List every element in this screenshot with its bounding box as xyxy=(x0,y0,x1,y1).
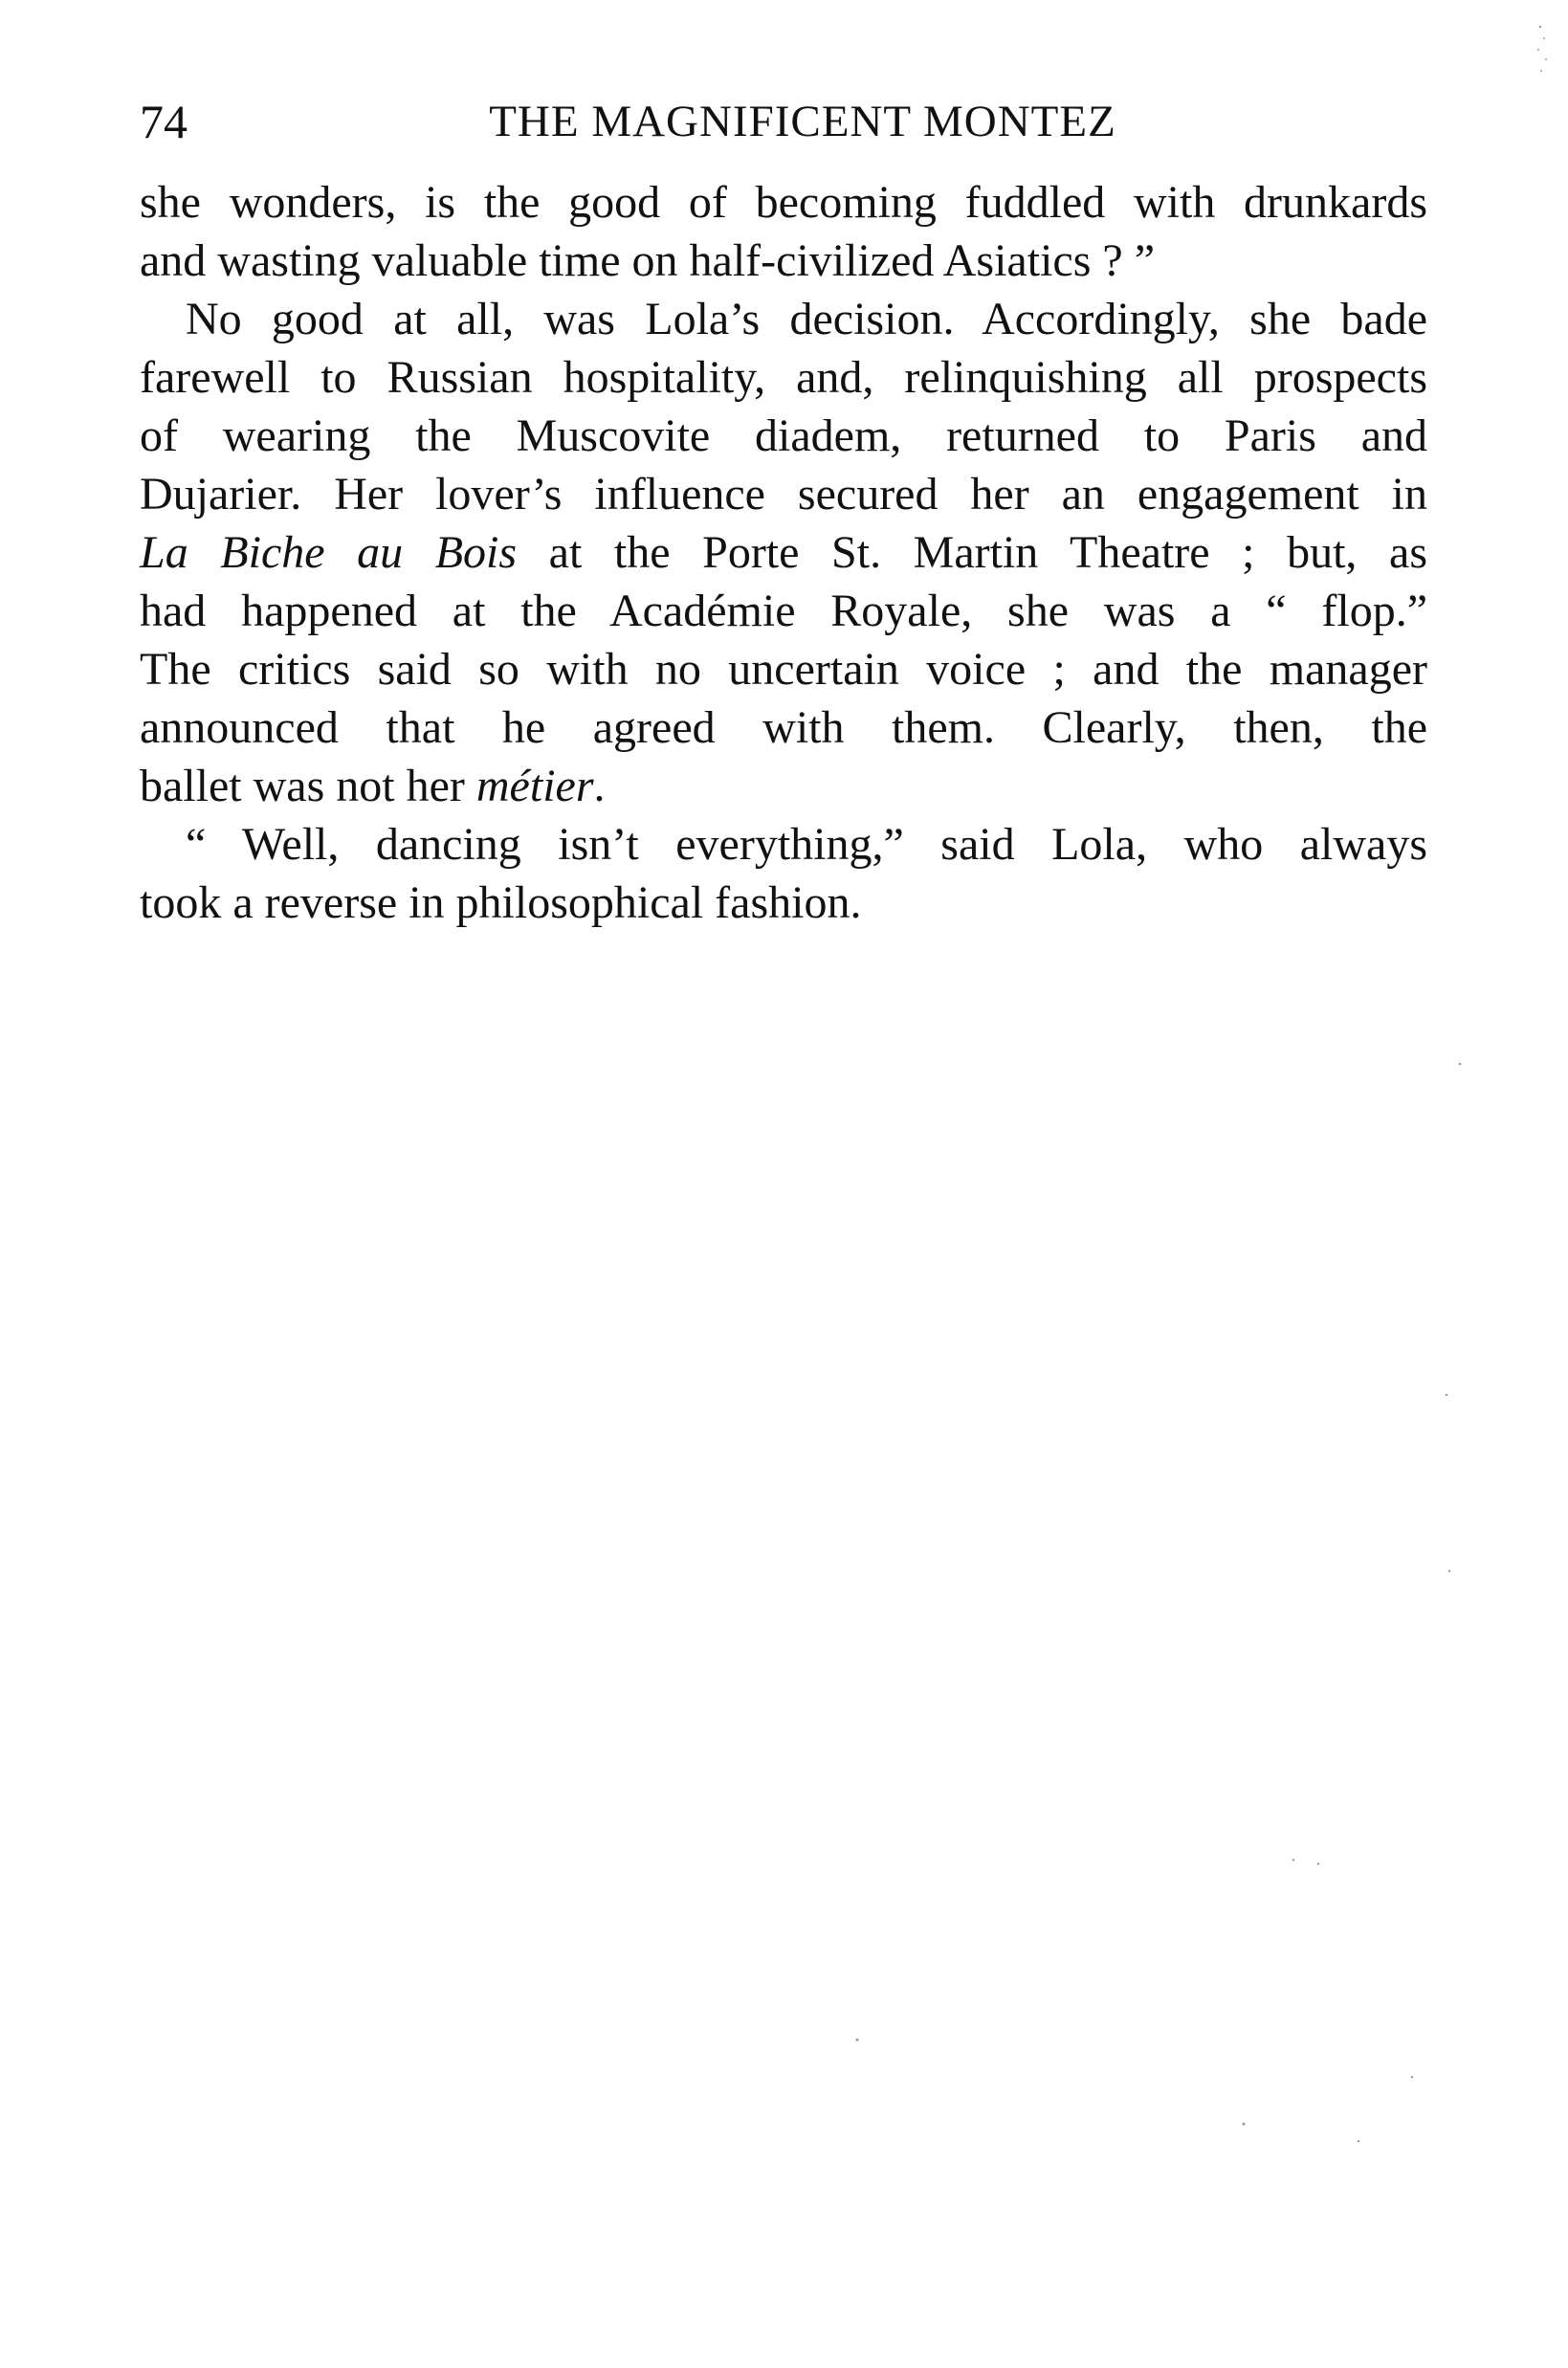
running-title: THE MAGNIFICENT MONTEZ xyxy=(489,97,1116,146)
text-line xyxy=(140,523,1427,582)
text-line: and wasting valuable time on half-civilized Asiatics ? ” xyxy=(140,235,1155,286)
body-text xyxy=(140,173,1427,932)
text-line: Dujarier. Her lover’s influence secured her an engagement in xyxy=(140,469,1427,520)
italic-word: métier xyxy=(475,761,594,811)
page-number: 74 xyxy=(140,95,188,148)
text-line: farewell to Russian hospitality, and, relinquishing all prospects xyxy=(140,352,1427,403)
line-tail: . xyxy=(593,761,606,811)
text-line: took a reverse in philosophical fashion. xyxy=(140,877,862,928)
text-line: No good at all, was Lola’s decision. Accordingly, she bade xyxy=(186,294,1427,344)
italic-title: La Biche au Bois xyxy=(140,527,518,578)
running-head xyxy=(140,88,1427,155)
line-lead: ballet was not her xyxy=(140,761,476,811)
text-line: had happened at the Académie Royale, she was a “ flop.” xyxy=(140,586,1427,636)
text-line xyxy=(140,757,1427,815)
text-line: she wonders, is the good of becoming fuddled with drunkards xyxy=(140,177,1427,228)
text-line: announced that he agreed with them. Clearly, then, the xyxy=(140,702,1427,753)
text-line: The critics said so with no uncertain voice ; and the manager xyxy=(140,644,1427,695)
line-continuation: at the Porte St. Martin Theatre ; but, as xyxy=(517,527,1428,578)
text-line: “ Well, dancing isn’t everything,” said Lola, who always xyxy=(186,819,1427,870)
text-line: of wearing the Muscovite diadem, returned to Paris and xyxy=(140,410,1427,461)
